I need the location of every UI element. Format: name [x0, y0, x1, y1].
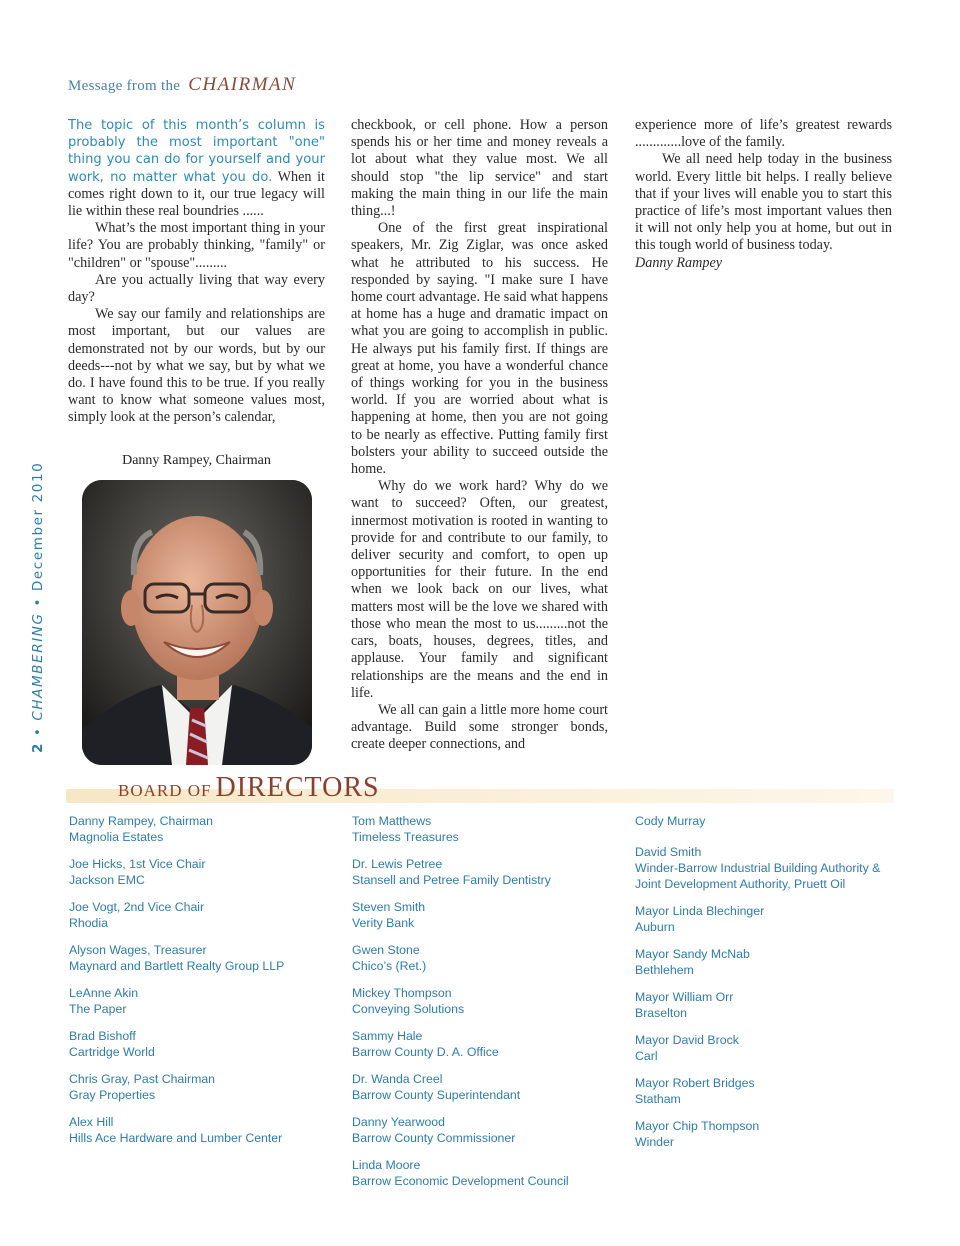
- directors-column-3: [635, 813, 880, 1161]
- director-name: Mayor William Orr: [635, 990, 734, 1004]
- director-name: Alex Hill: [69, 1115, 114, 1129]
- director-entry: [635, 1118, 880, 1150]
- director-name: Sammy Hale: [352, 1029, 423, 1043]
- director-name: Joe Vogt, 2nd Vice Chair: [69, 900, 205, 914]
- director-org: Barrow County D. A. Office: [352, 1045, 499, 1059]
- director-name: Alyson Wages, Treasurer: [69, 943, 207, 957]
- article-column-3: [635, 117, 892, 272]
- director-org: Barrow Economic Development Council: [352, 1174, 569, 1188]
- director-entry: [69, 942, 284, 974]
- signature: Danny Rampey: [635, 254, 723, 271]
- director-entry: [69, 1028, 284, 1060]
- paragraph: What’s the most important thing in your life? You are probably thinking, "family" or "children" or "spouse".........: [68, 220, 325, 271]
- board-title: [118, 772, 380, 804]
- director-entry: [635, 1032, 880, 1064]
- director-entry: [69, 1071, 284, 1103]
- director-org: Barrow County Superintendant: [352, 1088, 521, 1102]
- director-entry: [69, 813, 284, 845]
- director-org: Jackson EMC: [69, 873, 145, 887]
- director-org: Timeless Treasures: [352, 830, 459, 844]
- director-org: Gray Properties: [69, 1088, 156, 1102]
- director-org: Auburn: [635, 920, 675, 934]
- director-entry: [352, 1071, 569, 1103]
- director-entry: [352, 813, 569, 845]
- issue-date: December 2010: [30, 461, 46, 592]
- heading-title: CHAIRMAN: [188, 74, 297, 95]
- director-name: Mayor Sandy McNab: [635, 947, 750, 961]
- director-entry: [352, 856, 569, 888]
- director-entry: [69, 1114, 284, 1146]
- director-org: Stansell and Petree Family Dentistry: [352, 873, 551, 887]
- director-org: Hills Ace Hardware and Lumber Center: [69, 1131, 283, 1145]
- director-name: Linda Moore: [352, 1158, 421, 1172]
- director-entry: [352, 1028, 569, 1060]
- director-name: Danny Rampey, Chairman: [69, 814, 213, 828]
- director-name: Mayor David Brock: [635, 1033, 739, 1047]
- director-entry: [352, 942, 569, 974]
- director-name: Mayor Linda Blechinger: [635, 904, 765, 918]
- board-title-big: DIRECTORS: [215, 772, 380, 803]
- board-title-small: BOARD OF: [118, 781, 212, 800]
- directors-column-2: [352, 813, 569, 1200]
- director-name: Mayor Chip Thompson: [635, 1119, 760, 1133]
- director-org: Chico’s (Ret.): [352, 959, 427, 973]
- magazine-name: CHAMBERING: [30, 612, 46, 721]
- paragraph: Why do we work hard? Why do we want to succeed? Often, our greatest, innermost motivation is rooted in wanting to provide for and contribute to our family, to deliver security and comfort, to open up opportunities for their future. In the end when we look back on our lives, what matters most will be the love we shared with those who mean the most to us.........not the cars, boats, houses, degrees, titles, and applause. Your family and significant relationships are the means and the end in life.: [351, 478, 608, 701]
- paragraph: We say our family and relationships are most important, but our values are demonstrated not by our words, but by our deeds---not by what we say, but by what we do. I have found this to be true. If you really want to know what someone values most, simply look at the person’s calendar,: [68, 306, 325, 426]
- portrait-illustration: [82, 480, 312, 765]
- director-entry: [69, 985, 284, 1017]
- director-entry: [635, 1075, 880, 1107]
- director-org: Winder: [635, 1135, 674, 1149]
- director-name: David Smith: [635, 845, 702, 859]
- director-org: Braselton: [635, 1006, 687, 1020]
- director-org: Rhodia: [69, 916, 108, 930]
- paragraph-text: When it comes right down to it, our true legacy will lie within these real boundries ......: [68, 168, 325, 220]
- article-column-2: [351, 117, 608, 754]
- director-org: Joint Development Authority, Pruett Oil: [635, 877, 846, 891]
- director-org: Carl: [635, 1049, 658, 1063]
- paragraph: One of the first great inspirational speakers, Mr. Zig Ziglar, was once asked what he attributed to his success. He responded by saying. "I make sure I have home court advantage. He said what happens at home has a huge and dramatic impact on what you are going to accomplish in public. He always put his family first. If things are great at home, you have a wonderful chance of things working for you in the business world. If you are worried about what is happening at home, then you are not going to be nearly as effective. Putting family first bolsters your ability to succeed outside the home.: [351, 220, 608, 478]
- director-org: Maynard and Bartlett Realty Group LLP: [69, 959, 285, 973]
- director-org: Statham: [635, 1092, 681, 1106]
- photo-caption: Danny Rampey, Chairman: [122, 453, 271, 468]
- chairman-portrait: [82, 480, 312, 765]
- director-name: Cody Murray: [635, 814, 706, 828]
- director-org: The Paper: [69, 1002, 127, 1016]
- director-entry: [635, 844, 880, 892]
- director-org: Cartridge World: [69, 1045, 155, 1059]
- separator: •: [30, 591, 46, 613]
- paragraph: Are you actually living that way every day?: [68, 271, 325, 306]
- paragraph: checkbook, or cell phone. How a person spends his or her time and money reveals a lot about what they value most. We all should stop "the lip service" and start making the main thing in our life the main thing...!: [351, 117, 608, 220]
- section-heading: [68, 74, 296, 96]
- director-entry: [69, 856, 284, 888]
- lead-text: The topic of this month’s column is probably the most important "one" thing you can do for yourself and your work, no matter what you do.: [68, 118, 325, 185]
- director-entry: [352, 985, 569, 1017]
- page-footer-vertical: [30, 462, 46, 753]
- director-name: Joe Hicks, 1st Vice Chair: [69, 857, 206, 871]
- paragraph: We all need help today in the business world. Every little bit helps. I really believe that if your lives will enable you to start this practice of life’s most important values then it will not only help you at home, but out in this tough world of business today.: [635, 151, 892, 254]
- director-name: Gwen Stone: [352, 943, 420, 957]
- directors-column-1: [69, 813, 284, 1157]
- director-org: Verity Bank: [352, 916, 415, 930]
- director-name: Chris Gray, Past Chairman: [69, 1072, 216, 1086]
- director-entry: [352, 1114, 569, 1146]
- director-name: Danny Yearwood: [352, 1115, 445, 1129]
- paragraph: [68, 117, 325, 220]
- director-name: Mayor Robert Bridges: [635, 1076, 755, 1090]
- director-entry: [69, 899, 284, 931]
- director-org: Conveying Solutions: [352, 1002, 465, 1016]
- director-org: Bethlehem: [635, 963, 694, 977]
- director-name: Dr. Wanda Creel: [352, 1072, 443, 1086]
- director-name: Steven Smith: [352, 900, 426, 914]
- director-entry: [635, 946, 880, 978]
- director-name: LeAnne Akin: [69, 986, 139, 1000]
- director-name: Tom Matthews: [352, 814, 432, 828]
- paragraph: experience more of life’s greatest rewards .............love of the family.: [635, 117, 892, 151]
- director-entry: [635, 989, 880, 1021]
- separator: •: [30, 720, 46, 742]
- director-org: Barrow County Commissioner: [352, 1131, 516, 1145]
- director-name: Brad Bishoff: [69, 1029, 136, 1043]
- director-org: Magnolia Estates: [69, 830, 164, 844]
- director-entry: [635, 903, 880, 935]
- paragraph: We all can gain a little more home court advantage. Build some stronger bonds, create deeper connections, and: [351, 701, 608, 753]
- director-entry: [352, 899, 569, 931]
- director-entry: [635, 813, 880, 829]
- heading-prefix: Message from the: [68, 78, 181, 94]
- director-org: Winder-Barrow Industrial Building Authority &: [635, 861, 881, 875]
- director-name: Mickey Thompson: [352, 986, 452, 1000]
- article-column-1: [68, 117, 325, 427]
- director-entry: [352, 1157, 569, 1189]
- director-name: Dr. Lewis Petree: [352, 857, 443, 871]
- page-number: 2: [30, 742, 46, 753]
